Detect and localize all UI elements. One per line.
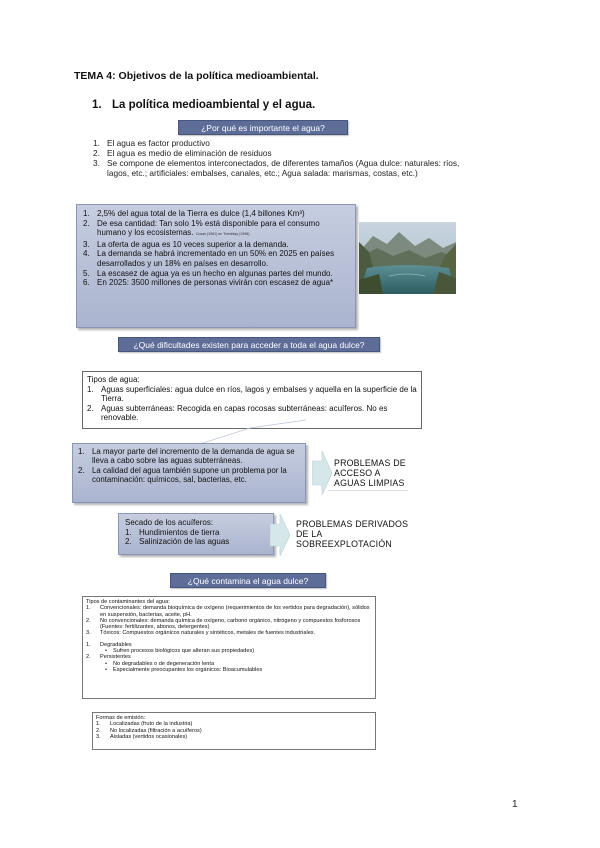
list-item: 3. La oferta de agua es 10 veces superior a la demanda. xyxy=(83,239,289,249)
list-item: 2. De esa cantidad: Tan solo 1% está disponible para el consumo humano y los ecosistemas. Cosas (1981) en Tremblay (1998) xyxy=(83,218,320,238)
emission-box xyxy=(92,712,376,750)
list-item: 1. Convencionales: demanda bioquímica de oxígeno (requerimientos de los vertidos para degradación), sólidos en suspensión, bacterias, aceite, pH. xyxy=(86,605,370,618)
list-item: 5. La escasez de agua ya es un hecho en algunas partes del mundo. xyxy=(83,268,333,278)
water-types-heading: Tipos de agua: xyxy=(87,375,140,384)
section-title: La política medioambiental y el agua. xyxy=(112,99,316,111)
list-item: 2. Aguas subterráneas: Recogida en capas rocosas subterráneas: acuíferos. No es renovable. xyxy=(87,403,388,422)
emission-list xyxy=(96,721,372,740)
list-item: 6. En 2025: 3500 millones de personas vivirán con escasez de agua* xyxy=(83,278,334,288)
list-item: 1. El agua es factor productivo xyxy=(93,138,210,148)
page-title: TEMA 4: Objetivos de la política medioambiental. xyxy=(74,70,319,82)
citation-note: Cosas (1981) en Tremblay (1998) xyxy=(195,232,250,237)
list-item: 3. Tóxicos: Compuestos orgánicos naturales y sintéticos, metales de fuentes industriales. xyxy=(86,630,316,637)
demand-box xyxy=(72,443,306,503)
contaminant-types-list xyxy=(86,605,372,636)
arrow-right-icon xyxy=(312,451,332,495)
list-item: 2. Persistentes • No degradables o de degeneración lenta • Especialmente preocupantes los orgánicos: Bioacumulables xyxy=(86,654,372,673)
page-number: 1 xyxy=(512,799,518,810)
question-bar-difficulties: ¿Qué dificultades existen para acceder a toda el agua dulce? xyxy=(118,337,380,352)
list-item: 1. Degradables • Sufren procesos biológicos que alteran sus propiedades) xyxy=(86,642,372,655)
question-bar-importance: ¿Por qué es importante el agua? xyxy=(178,120,348,135)
list-item: 1. 2,5% del agua total de la Tierra es dulce (1,4 billones Km³) xyxy=(83,209,305,218)
list-item: 2. No localizadas (filtración a acuíferos) xyxy=(96,727,202,734)
problem-label-overexploitation: PROBLEMAS DERIVADOS DE LA SOBREEXPLOTACIÓN xyxy=(296,519,409,550)
list-item: 2. No convencionales: demanda química de oxígeno, carbono orgánico, nitrógeno y compuestos fosforosos (Fuentes: fertilizantes, abonos, detergentes) xyxy=(86,617,361,631)
list-item: 2. El agua es medio de eliminación de residuos xyxy=(93,148,272,158)
list-item: 3. Aisladas (vertidos ocasionales) xyxy=(96,734,188,741)
list-item: 4. La demanda se habrá incrementado en un 50% en 2025 en países desarrollados y un 18% en países en desarrollo. xyxy=(83,249,335,268)
problem-label-access: PROBLEMAS DE ACCESO A AGUAS LIMPIAS xyxy=(334,458,406,489)
aquifer-box xyxy=(118,513,274,555)
divider xyxy=(328,490,408,491)
list-item: 1. Aguas superficiales: agua dulce en ríos, lagos y embalses y aquella en la superficie de la Tierra. xyxy=(87,384,417,403)
list-item: 1. Localizadas (fruto de la industria) xyxy=(96,721,193,728)
list-item: 2. La calidad del agua también supone un problema por la contaminación: químicos, sal, bacterias, etc. xyxy=(78,465,287,484)
question-bar-contamination: ¿Qué contamina el agua dulce? xyxy=(170,573,326,588)
demand-list xyxy=(78,447,300,484)
bullet-item: • Sufren procesos biológicos que alteran sus propiedades) xyxy=(100,648,372,654)
list-item: 3. Se compone de elementos interconectados, de diferentes tamaños (Agua dulce: naturales: ríos, lagos, etc.; artificiales: embalses, canales, etc.; Agua salada: marismas, costas, etc.) xyxy=(93,158,460,178)
bullet-item: • Especialmente preocupantes los orgánicos: Bioacumulables xyxy=(100,667,372,673)
aquifer-list xyxy=(125,528,267,547)
bullet-item: • No degradables o de degeneración lenta xyxy=(100,661,372,667)
list-item: 2. Salinización de las aguas xyxy=(125,537,230,546)
list-item: 1. La mayor parte del incremento de la demanda de agua se lleva a cabo sobre las aguas subterráneas. xyxy=(78,447,295,466)
arrow-right-icon xyxy=(270,514,290,556)
section-number: 1. xyxy=(92,99,102,111)
emission-heading: Formas de emisión: xyxy=(96,715,146,721)
aquifer-heading: Secado de los acuíferos: xyxy=(125,518,214,527)
list-item: 1. Hundimientos de tierra xyxy=(125,527,220,537)
persistence-list xyxy=(86,642,372,673)
contaminants-box xyxy=(82,596,376,699)
contaminants-heading: Tipos de contaminantes del agua: xyxy=(86,599,170,605)
